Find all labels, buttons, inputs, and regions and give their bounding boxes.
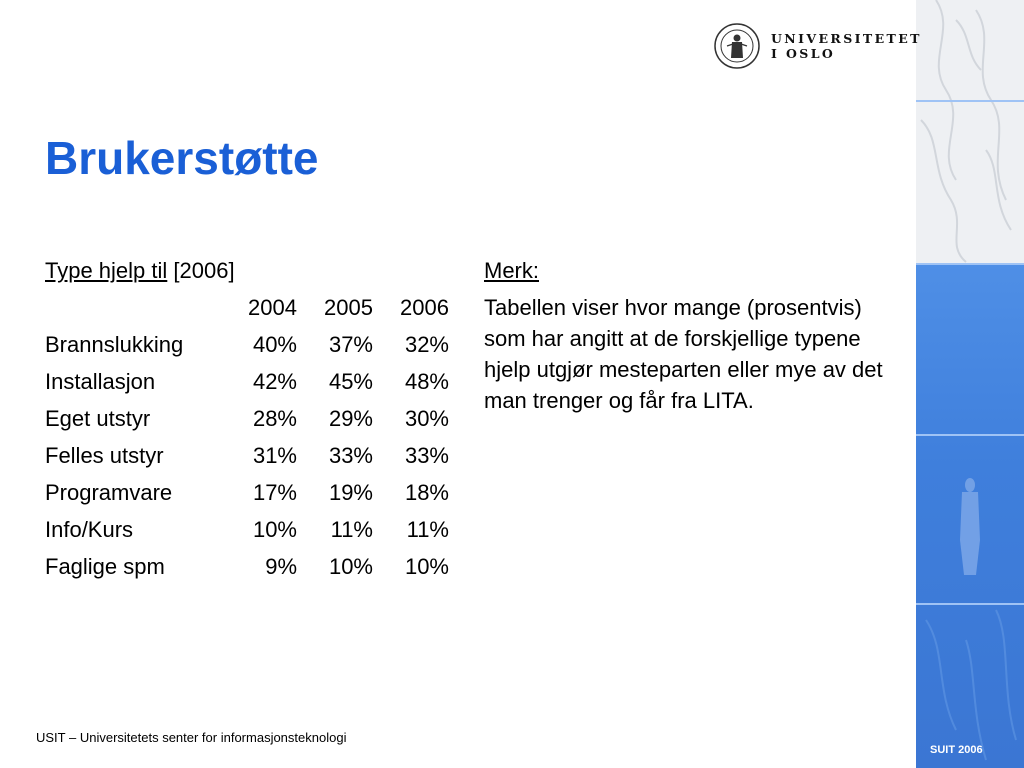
row-value: 11% bbox=[330, 517, 373, 542]
university-logo bbox=[713, 20, 922, 72]
table-heading bbox=[45, 255, 449, 287]
row-value: 19% bbox=[328, 480, 373, 505]
row-value: 45% bbox=[328, 369, 373, 394]
row-label: Felles utstyr bbox=[45, 443, 164, 468]
table-row bbox=[45, 363, 449, 400]
row-label: Info/Kurs bbox=[45, 517, 134, 542]
row-value: 40% bbox=[252, 332, 297, 357]
row-value: 42% bbox=[252, 369, 297, 394]
row-label: Programvare bbox=[45, 480, 173, 505]
page-title: Brukerstøtte bbox=[45, 132, 319, 184]
decorative-side-band bbox=[916, 0, 1024, 768]
row-label: Faglige spm bbox=[45, 554, 165, 579]
row-value: 18% bbox=[404, 480, 449, 505]
logo-text bbox=[771, 31, 922, 61]
row-value: 9% bbox=[265, 554, 297, 579]
help-type-table bbox=[45, 289, 449, 585]
row-value: 32% bbox=[404, 332, 449, 357]
row-label: Brannslukking bbox=[45, 332, 184, 357]
note-section bbox=[484, 255, 894, 416]
row-value: 30% bbox=[404, 406, 449, 431]
table-heading-underlined: Type hjelp til bbox=[45, 258, 168, 283]
table-row bbox=[45, 437, 449, 474]
year-header: 2005 bbox=[324, 295, 373, 320]
table-row bbox=[45, 548, 449, 585]
row-label: Installasjon bbox=[45, 369, 156, 394]
table-corner-cell bbox=[45, 289, 221, 326]
row-value: 10% bbox=[404, 554, 449, 579]
row-value: 31% bbox=[252, 443, 297, 468]
row-value: 11% bbox=[406, 517, 449, 542]
logo-line-2: I OSLO bbox=[771, 46, 836, 61]
row-value: 33% bbox=[328, 443, 373, 468]
table-row bbox=[45, 474, 449, 511]
logo-line-1: UNIVERSITETET bbox=[771, 31, 922, 46]
table-heading-year: [2006] bbox=[167, 258, 235, 283]
row-value: 37% bbox=[328, 332, 373, 357]
note-label: Merk: bbox=[484, 258, 539, 283]
row-label: Eget utstyr bbox=[45, 406, 151, 431]
statue-figure-decoration bbox=[916, 0, 1024, 768]
year-header: 2004 bbox=[248, 295, 297, 320]
university-seal-icon bbox=[713, 22, 761, 70]
row-value: 17% bbox=[252, 480, 297, 505]
row-value: 28% bbox=[252, 406, 297, 431]
table-row bbox=[45, 400, 449, 437]
table-row bbox=[45, 326, 449, 363]
year-header: 2006 bbox=[400, 295, 449, 320]
row-value: 29% bbox=[328, 406, 373, 431]
help-type-table-section bbox=[45, 255, 449, 585]
row-value: 33% bbox=[404, 443, 449, 468]
footer-badge: SUIT 2006 bbox=[930, 744, 983, 756]
note-text: Tabellen viser hvor mange (prosentvis) som har angitt at de forskjellige typene hjelp utgjør mesteparten eller mye av det man trenger og får fra LITA. bbox=[484, 295, 883, 413]
row-value: 10% bbox=[252, 517, 297, 542]
footer-organization: USIT – Universitetets senter for informasjonsteknologi bbox=[36, 730, 347, 745]
row-value: 48% bbox=[404, 369, 449, 394]
table-row bbox=[45, 511, 449, 548]
row-value: 10% bbox=[328, 554, 373, 579]
table-header-row bbox=[45, 289, 449, 326]
